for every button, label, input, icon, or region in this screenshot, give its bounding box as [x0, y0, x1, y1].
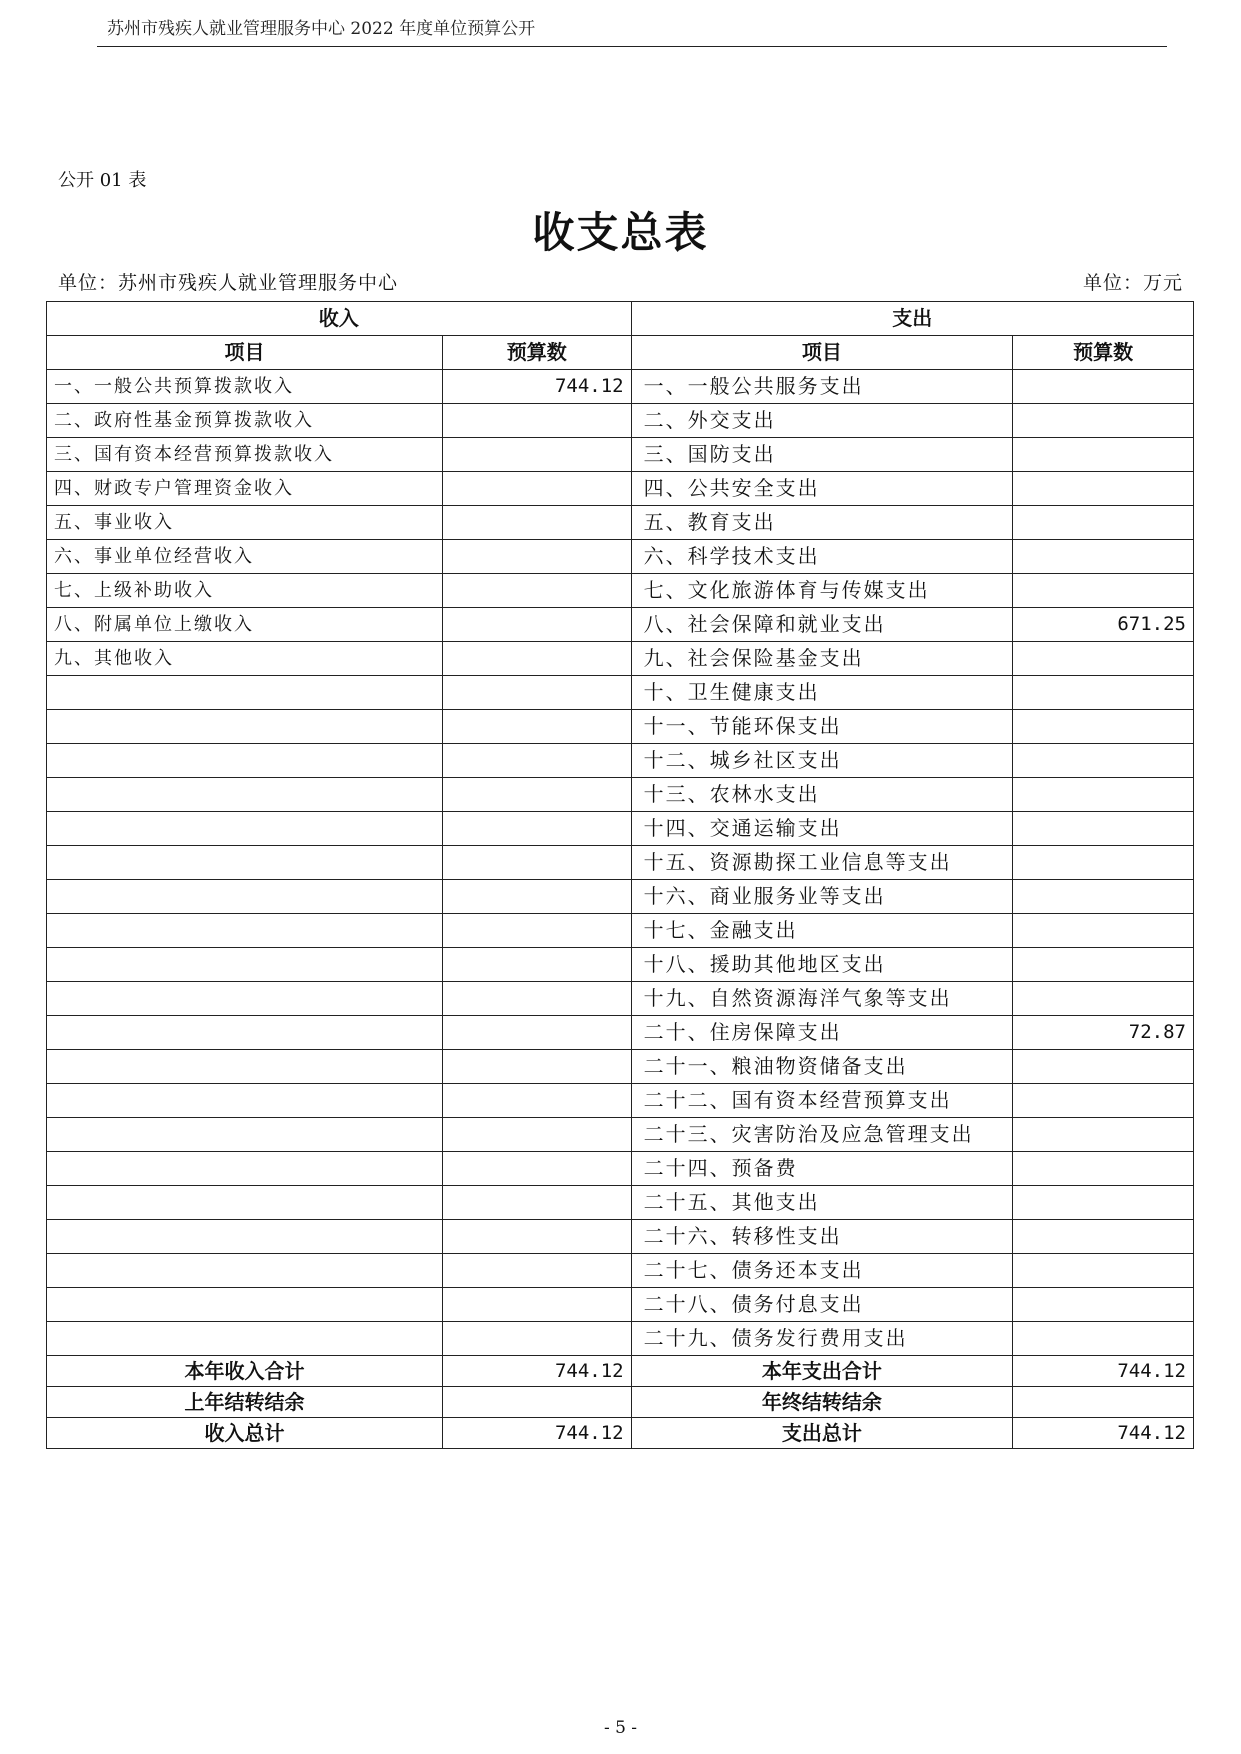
table-row	[47, 438, 1194, 472]
expense-value-cell	[1013, 574, 1194, 608]
table-row	[47, 642, 1194, 676]
expense-item-cell: 二十五、其他支出	[631, 1186, 1013, 1220]
expense-total-label: 年终结转结余	[631, 1387, 1013, 1418]
income-value-cell	[443, 982, 632, 1016]
expense-value-cell	[1013, 676, 1194, 710]
expense-value-cell	[1013, 438, 1194, 472]
unit-currency: 单位：万元	[1082, 272, 1183, 294]
expense-value-cell	[1013, 1220, 1194, 1254]
income-value-cell	[443, 506, 632, 540]
expense-item-cell: 七、文化旅游体育与传媒支出	[631, 574, 1013, 608]
expense-total-value: 744.12	[1013, 1418, 1194, 1449]
table-row	[47, 744, 1194, 778]
form-number: 公开 01 表	[58, 170, 147, 191]
expense-item-cell: 十一、节能环保支出	[631, 710, 1013, 744]
table-row	[47, 676, 1194, 710]
table-row	[47, 812, 1194, 846]
section-header-row	[47, 302, 1194, 336]
income-item-cell	[47, 1118, 443, 1152]
income-value-cell	[443, 948, 632, 982]
expense-value-cell	[1013, 778, 1194, 812]
expense-item-cell: 十九、自然资源海洋气象等支出	[631, 982, 1013, 1016]
expense-value-cell	[1013, 506, 1194, 540]
income-item-cell	[47, 1050, 443, 1084]
table-row	[47, 982, 1194, 1016]
income-value-cell	[443, 608, 632, 642]
income-value-cell	[443, 812, 632, 846]
expense-total-value: 744.12	[1013, 1356, 1194, 1387]
income-item-cell: 八、附属单位上缴收入	[47, 608, 443, 642]
table-row	[47, 1016, 1194, 1050]
expense-value-cell	[1013, 914, 1194, 948]
income-item-cell	[47, 846, 443, 880]
expense-value-cell	[1013, 948, 1194, 982]
expense-item-cell: 十三、农林水支出	[631, 778, 1013, 812]
expense-value-cell	[1013, 642, 1194, 676]
table-row	[47, 506, 1194, 540]
expense-item-cell: 六、科学技术支出	[631, 540, 1013, 574]
expense-item-cell: 十五、资源勘探工业信息等支出	[631, 846, 1013, 880]
total-row	[47, 1356, 1194, 1387]
table-row	[47, 710, 1194, 744]
expense-item-cell: 十八、援助其他地区支出	[631, 948, 1013, 982]
expense-item-cell: 二十九、债务发行费用支出	[631, 1322, 1013, 1356]
expense-value-cell	[1013, 1322, 1194, 1356]
income-item-cell: 九、其他收入	[47, 642, 443, 676]
income-value-cell	[443, 1084, 632, 1118]
expense-value-cell	[1013, 1050, 1194, 1084]
income-item-cell: 五、事业收入	[47, 506, 443, 540]
expense-value-cell	[1013, 982, 1194, 1016]
income-total-value: 744.12	[443, 1418, 632, 1449]
table-row	[47, 1050, 1194, 1084]
income-value-cell	[443, 540, 632, 574]
expense-item-cell: 二十三、灾害防治及应急管理支出	[631, 1118, 1013, 1152]
expense-item-cell: 二十一、粮油物资储备支出	[631, 1050, 1013, 1084]
income-total-label: 本年收入合计	[47, 1356, 443, 1387]
expense-item-cell: 九、社会保险基金支出	[631, 642, 1013, 676]
expense-value-cell	[1013, 710, 1194, 744]
expense-item-cell: 二十六、转移性支出	[631, 1220, 1013, 1254]
budget-summary-table	[46, 301, 1194, 1449]
expense-value-cell	[1013, 1186, 1194, 1220]
income-value-cell	[443, 1322, 632, 1356]
income-budget-column-header: 预算数	[443, 336, 632, 370]
income-value-cell	[443, 676, 632, 710]
income-value-cell	[443, 1186, 632, 1220]
table-row	[47, 472, 1194, 506]
expense-item-cell: 四、公共安全支出	[631, 472, 1013, 506]
income-value-cell	[443, 880, 632, 914]
income-item-cell	[47, 1220, 443, 1254]
income-value-cell	[443, 1152, 632, 1186]
expense-value-cell	[1013, 846, 1194, 880]
income-item-cell	[47, 812, 443, 846]
income-value-cell: 744.12	[443, 370, 632, 404]
income-item-cell	[47, 1084, 443, 1118]
unit-organization: 单位：苏州市残疾人就业管理服务中心	[58, 272, 399, 294]
income-total-label: 收入总计	[47, 1418, 443, 1449]
table-row	[47, 1254, 1194, 1288]
total-row	[47, 1387, 1194, 1418]
income-item-cell: 二、政府性基金预算拨款收入	[47, 404, 443, 438]
income-value-cell	[443, 710, 632, 744]
column-header-row	[47, 336, 1194, 370]
expense-item-cell: 十四、交通运输支出	[631, 812, 1013, 846]
expense-value-cell	[1013, 812, 1194, 846]
income-value-cell	[443, 574, 632, 608]
income-item-cell	[47, 1322, 443, 1356]
expense-item-cell: 二十二、国有资本经营预算支出	[631, 1084, 1013, 1118]
income-item-cell	[47, 676, 443, 710]
income-item-cell	[47, 1254, 443, 1288]
expense-item-cell: 十七、金融支出	[631, 914, 1013, 948]
expense-value-cell	[1013, 1084, 1194, 1118]
income-value-cell	[443, 438, 632, 472]
income-item-cell	[47, 1016, 443, 1050]
table-row	[47, 914, 1194, 948]
expense-value-cell	[1013, 404, 1194, 438]
income-total-label: 上年结转结余	[47, 1387, 443, 1418]
table-row	[47, 1152, 1194, 1186]
expense-item-column-header: 项目	[631, 336, 1013, 370]
table-row	[47, 574, 1194, 608]
expense-value-cell	[1013, 1254, 1194, 1288]
expense-value-cell	[1013, 880, 1194, 914]
income-value-cell	[443, 1050, 632, 1084]
table-row	[47, 1322, 1194, 1356]
table-row	[47, 370, 1194, 404]
expense-value-cell: 671.25	[1013, 608, 1194, 642]
income-value-cell	[443, 1254, 632, 1288]
expense-item-cell: 二十八、债务付息支出	[631, 1288, 1013, 1322]
income-item-cell	[47, 1288, 443, 1322]
page-number: - 5 -	[603, 1718, 638, 1738]
expense-item-cell: 十、卫生健康支出	[631, 676, 1013, 710]
expense-total-label: 支出总计	[631, 1418, 1013, 1449]
income-value-cell	[443, 846, 632, 880]
income-value-cell	[443, 404, 632, 438]
expense-total-value	[1013, 1387, 1194, 1418]
expense-section-header: 支出	[631, 302, 1193, 336]
table-row	[47, 1220, 1194, 1254]
expense-value-cell	[1013, 1288, 1194, 1322]
table-row	[47, 778, 1194, 812]
expense-total-label: 本年支出合计	[631, 1356, 1013, 1387]
table-row	[47, 404, 1194, 438]
expense-value-cell	[1013, 472, 1194, 506]
header-divider	[97, 46, 1167, 47]
expense-value-cell	[1013, 1152, 1194, 1186]
income-item-cell: 一、一般公共预算拨款收入	[47, 370, 443, 404]
expense-item-cell: 一、一般公共服务支出	[631, 370, 1013, 404]
income-item-cell	[47, 914, 443, 948]
expense-value-cell	[1013, 1118, 1194, 1152]
table-row	[47, 948, 1194, 982]
income-value-cell	[443, 778, 632, 812]
page-title: 收支总表	[532, 208, 709, 257]
table-row	[47, 1084, 1194, 1118]
income-item-cell	[47, 880, 443, 914]
income-value-cell	[443, 472, 632, 506]
expense-item-cell: 五、教育支出	[631, 506, 1013, 540]
income-value-cell	[443, 744, 632, 778]
expense-item-cell: 三、国防支出	[631, 438, 1013, 472]
income-item-cell: 三、国有资本经营预算拨款收入	[47, 438, 443, 472]
income-item-cell: 四、财政专户管理资金收入	[47, 472, 443, 506]
income-item-cell	[47, 948, 443, 982]
expense-item-cell: 二十、住房保障支出	[631, 1016, 1013, 1050]
expense-item-cell: 二十四、预备费	[631, 1152, 1013, 1186]
income-item-cell	[47, 1186, 443, 1220]
expense-value-cell	[1013, 370, 1194, 404]
income-item-column-header: 项目	[47, 336, 443, 370]
income-item-cell	[47, 710, 443, 744]
income-value-cell	[443, 1288, 632, 1322]
expense-item-cell: 十六、商业服务业等支出	[631, 880, 1013, 914]
expense-value-cell	[1013, 540, 1194, 574]
income-item-cell	[47, 778, 443, 812]
expense-item-cell: 十二、城乡社区支出	[631, 744, 1013, 778]
table-row	[47, 608, 1194, 642]
income-item-cell	[47, 744, 443, 778]
income-item-cell: 六、事业单位经营收入	[47, 540, 443, 574]
table-row	[47, 1288, 1194, 1322]
income-value-cell	[443, 642, 632, 676]
income-total-value	[443, 1387, 632, 1418]
income-section-header: 收入	[47, 302, 632, 336]
income-total-value: 744.12	[443, 1356, 632, 1387]
table-row	[47, 1118, 1194, 1152]
income-value-cell	[443, 1118, 632, 1152]
expense-item-cell: 八、社会保障和就业支出	[631, 608, 1013, 642]
expense-value-cell: 72.87	[1013, 1016, 1194, 1050]
table-row	[47, 540, 1194, 574]
income-item-cell: 七、上级补助收入	[47, 574, 443, 608]
income-value-cell	[443, 914, 632, 948]
table-row	[47, 1186, 1194, 1220]
expense-item-cell: 二、外交支出	[631, 404, 1013, 438]
income-item-cell	[47, 1152, 443, 1186]
table-row	[47, 846, 1194, 880]
expense-value-cell	[1013, 744, 1194, 778]
running-header: 苏州市残疾人就业管理服务中心 2022 年度单位预算公开	[107, 19, 536, 39]
income-item-cell	[47, 982, 443, 1016]
total-row	[47, 1418, 1194, 1449]
expense-item-cell: 二十七、债务还本支出	[631, 1254, 1013, 1288]
table-row	[47, 880, 1194, 914]
income-value-cell	[443, 1016, 632, 1050]
expense-budget-column-header: 预算数	[1013, 336, 1194, 370]
income-value-cell	[443, 1220, 632, 1254]
